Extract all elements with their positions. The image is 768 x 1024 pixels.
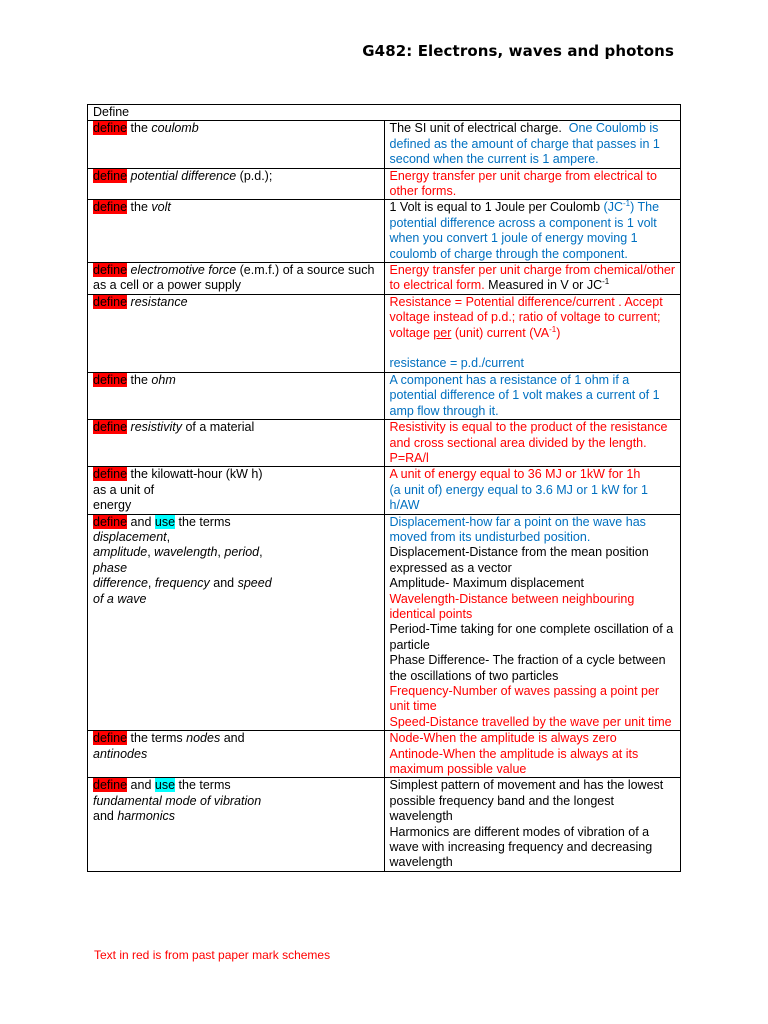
term-punct: , — [217, 545, 221, 560]
term-cell — [88, 263, 385, 295]
answer-text: (a unit of) energy equal to 3.6 MJ or 1 kW for 1 h/AW — [389, 482, 648, 513]
term-word: and — [130, 514, 152, 529]
term-name: harmonics — [117, 809, 176, 824]
answer-text: A component has a resistance of 1 ohm if a potential difference of 1 volt makes a current of 1 amp flow through it. — [389, 372, 660, 418]
definitions-table — [87, 104, 681, 872]
term-cell — [88, 294, 385, 372]
table-header-row — [88, 105, 681, 121]
use-keyword: use — [154, 778, 176, 793]
table-row — [88, 514, 681, 731]
term-text: energy — [93, 498, 132, 513]
unit-paren: ) — [630, 200, 635, 215]
term-cell — [88, 420, 385, 467]
term-text: the kilowatt-hour (kW h) — [130, 467, 263, 482]
term-text: as a unit of — [93, 482, 155, 497]
answer-text: One Coulomb is defined as the amount of charge that passes in 1 second when the current is 1 ampere. — [389, 121, 660, 167]
answer-text: resistance = p.d./current — [389, 356, 524, 371]
term-name: period — [224, 545, 260, 560]
use-keyword: use — [154, 514, 176, 529]
term-word: and — [223, 731, 245, 746]
answer-cell — [384, 200, 681, 263]
answer-text: Measured in V or JC — [488, 278, 603, 293]
term-punct: , — [147, 576, 152, 591]
define-keyword: define — [93, 263, 128, 278]
term-name: coulomb — [151, 121, 199, 136]
answer-text: The SI unit of electrical charge. — [389, 121, 562, 136]
answer-text: Energy transfer per unit charge from electrical to other forms. — [389, 168, 657, 199]
header-text: Define — [93, 105, 130, 119]
define-keyword: define — [93, 467, 128, 482]
unit-exponent: -1 — [622, 199, 631, 209]
term-name: ohm — [151, 372, 176, 387]
define-keyword: define — [93, 420, 128, 435]
term-name: resistance — [130, 294, 188, 309]
term-name: resistivity — [130, 420, 182, 435]
term-name: speed — [237, 576, 272, 591]
answer-text: per — [433, 325, 452, 340]
term-word: the terms — [178, 778, 231, 793]
term-cell — [88, 467, 385, 514]
table-row — [88, 420, 681, 467]
term-name: potential difference — [130, 168, 237, 183]
term-name: phase — [93, 560, 128, 575]
table-row — [88, 168, 681, 200]
term-word: the — [130, 200, 148, 215]
answer-text: Wavelength-Distance between neighbouring identical points — [389, 591, 635, 621]
term-name: volt — [151, 200, 171, 215]
term-word: the terms — [130, 731, 183, 746]
term-cell — [88, 731, 385, 778]
answer-cell — [384, 168, 681, 200]
answer-text: Harmonics are different modes of vibration of a wave with increasing frequency and decreasing wavelength — [389, 824, 653, 870]
term-name: antinodes — [93, 746, 148, 761]
term-cell — [88, 514, 385, 731]
table-header-cell — [88, 105, 681, 121]
answer-text: Amplitude- Maximum displacement — [389, 576, 585, 591]
answer-text: Displacement-how far a point on the wave has moved from its undisturbed position. — [389, 514, 646, 544]
answer-text: Period-Time taking for one complete oscillation of a particle — [389, 622, 674, 652]
term-text: of a material — [185, 420, 255, 435]
answer-cell — [384, 467, 681, 514]
define-keyword: define — [93, 200, 128, 215]
table-row — [88, 121, 681, 168]
term-punct: ; — [268, 168, 273, 183]
define-keyword: define — [93, 168, 128, 183]
term-name: amplitude — [93, 545, 148, 560]
term-cell — [88, 778, 385, 871]
term-punct: , — [147, 545, 151, 560]
answer-text: Node-When the amplitude is always zero — [389, 731, 617, 746]
answer-cell — [384, 420, 681, 467]
document-title: G482: Electrons, waves and photons — [362, 42, 674, 60]
answer-cell — [384, 121, 681, 168]
define-keyword: define — [93, 372, 128, 387]
answer-text: Energy transfer per unit charge from chemical/other to electrical form. — [389, 263, 676, 293]
answer-text: (unit) current (VA — [454, 325, 550, 340]
define-keyword: define — [93, 294, 128, 309]
define-keyword: define — [93, 121, 128, 136]
term-name: wavelength — [154, 545, 218, 560]
answer-paragraph — [390, 295, 677, 341]
term-word: and — [213, 576, 235, 591]
term-punct: , — [259, 545, 263, 560]
term-name: nodes — [186, 731, 221, 746]
answer-text: Resistivity is equal to the product of the resistance and cross sectional area divided by the length. P=RA/l — [389, 420, 668, 465]
answer-cell — [384, 778, 681, 871]
table-row — [88, 294, 681, 372]
answer-text: Antinode-When the amplitude is always at its maximum possible value — [389, 746, 639, 777]
term-name: electromotive force — [130, 263, 237, 278]
answer-text: The potential difference across a component is 1 volt when you convert 1 joule of energy moving 1 coulomb of charge through the component. — [389, 200, 660, 261]
blank-line — [390, 341, 677, 356]
term-text: (p.d.) — [239, 168, 269, 183]
answer-text: Resistance = Potential difference/current . Accept voltage instead of p.d.; ratio of voltage to current; voltage — [389, 294, 663, 340]
answer-text: 1 Volt is equal to 1 Joule per Coulomb — [389, 200, 601, 215]
answer-text: Speed-Distance travelled by the wave per unit time — [389, 714, 672, 729]
answer-text: Frequency-Number of waves passing a point per unit time — [389, 684, 660, 714]
unit-exponent: -1 — [602, 277, 610, 287]
answer-text: A unit of energy equal to 36 MJ or 1kW for 1h — [389, 467, 641, 482]
define-keyword: define — [93, 731, 128, 746]
table-row — [88, 372, 681, 419]
term-name: difference — [93, 576, 148, 591]
table-row — [88, 731, 681, 778]
footer-note: Text in red is from past paper mark schemes — [94, 948, 331, 962]
term-cell — [88, 168, 385, 200]
table-row — [88, 467, 681, 514]
unit-exponent: -1 — [549, 324, 557, 334]
answer-text: Simplest pattern of movement and has the lowest possible frequency band and the longest wavelength — [389, 778, 664, 824]
term-text: (e.m.f.) of a source such as a cell or a power supply — [93, 263, 375, 293]
table-row — [88, 200, 681, 263]
answer-cell — [384, 372, 681, 419]
answer-cell — [384, 731, 681, 778]
unit-text: JC — [607, 200, 623, 215]
define-keyword: define — [93, 514, 128, 529]
term-punct: , — [166, 529, 171, 544]
table-row — [88, 778, 681, 871]
unit-paren: ) — [556, 325, 561, 340]
term-word: and — [130, 778, 152, 793]
term-cell — [88, 372, 385, 419]
answer-text: Phase Difference- The fraction of a cycle between the oscillations of two particles — [389, 653, 666, 683]
term-cell — [88, 200, 385, 263]
term-word: the — [130, 121, 148, 136]
answer-cell — [384, 294, 681, 372]
term-name: displacement — [93, 529, 167, 544]
define-keyword: define — [93, 778, 128, 793]
term-name: fundamental mode of vibration — [93, 793, 262, 808]
term-word: the — [130, 372, 148, 387]
answer-text: Displacement-Distance from the mean position expressed as a vector — [389, 545, 649, 575]
term-word: and — [93, 809, 114, 824]
term-name: of a wave — [93, 591, 147, 606]
table-row — [88, 263, 681, 295]
term-word: the terms — [178, 514, 231, 529]
term-cell — [88, 121, 385, 168]
answer-cell — [384, 263, 681, 295]
unit-paren: ( — [603, 200, 608, 215]
answer-cell — [384, 514, 681, 731]
term-name: frequency — [154, 576, 210, 591]
